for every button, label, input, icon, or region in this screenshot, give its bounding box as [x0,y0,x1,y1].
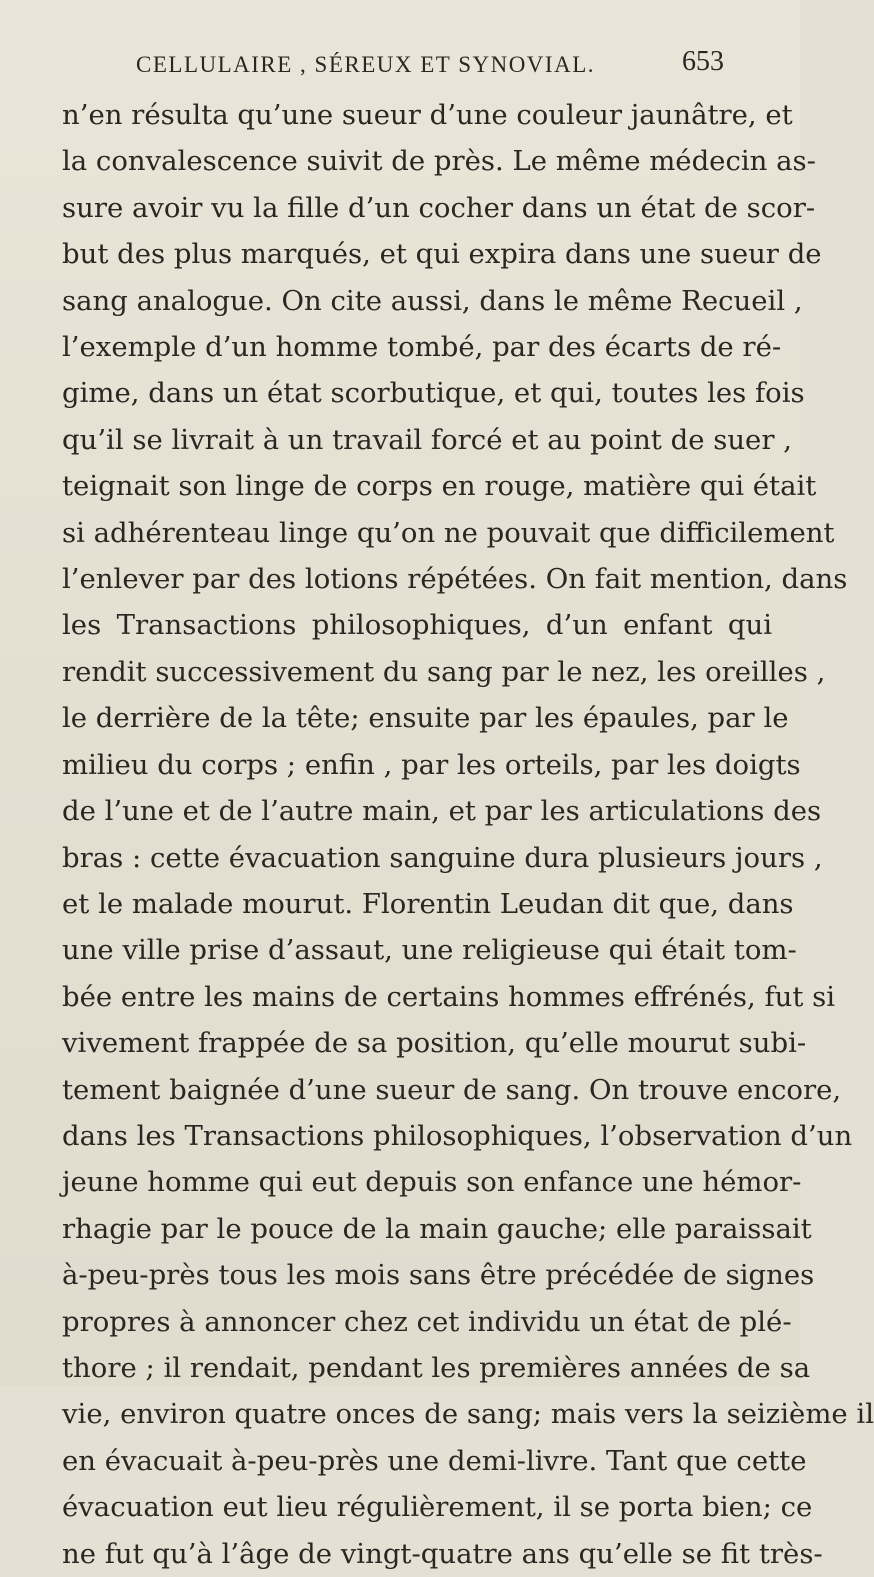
text-line: qu’il se livrait à un travail forcé et au point de suer , [62,423,792,456]
running-head [62,42,764,86]
text-line: propres à annoncer chez cet individu un état de plé- [62,1305,792,1338]
text-line: évacuation eut lieu régulièrement, il se porta bien; ce [62,1491,813,1524]
text-line: vivement frappée de sa position, qu’elle mourut subi- [62,1027,807,1060]
text-line: thore ; il rendait, pendant les premières années de sa [62,1351,811,1384]
text-line: rhagie par le pouce de la main gauche; elle paraissait [62,1212,812,1245]
text-line: n’en résulta qu’une sueur d’une couleur jaunâtre, et [62,99,793,131]
text-line: vie, environ quatre onces de sang; mais vers la seizième il [62,1398,874,1431]
text-line: à-peu-près tous les mois sans être précédée de signes [62,1259,815,1292]
text-line: bée entre les mains de certains hommes effrénés, fut si [62,980,836,1013]
text-line: but des plus marqués, et qui expira dans une sueur de [62,238,822,271]
text-line: dans les Transactions philosophiques, l’observation d’un [62,1119,853,1152]
text-line: sure avoir vu la fille d’un cocher dans un état de scor- [62,191,816,224]
text-line: en évacuait à-peu-près une demi-livre. Tant que cette [62,1444,807,1477]
text-line: rendit successivement du sang par le nez, les oreilles , [62,655,826,688]
text-line: jeune homme qui eut depuis son enfance une hémor- [62,1166,802,1199]
text-line: si adhérenteau linge qu’on ne pouvait que difficilement [62,516,835,549]
text-line: la convalescence suivit de près. Le même médecin as- [62,145,816,178]
text-line: l’enlever par des lotions répétées. On fait mention, dans [62,563,848,596]
page-number: 653 [682,46,724,77]
text-line: tement baignée d’une sueur de sang. On trouve encore, [62,1073,842,1106]
running-title: CELLULAIRE , SÉREUX ET SYNOVIAL. [136,52,595,77]
text-line: les Transactions philosophiques, d’un enfant qui [62,609,772,642]
text-line: milieu du corps ; enfin , par les orteils, par les doigts [62,748,801,781]
text-line: ne fut qu’à l’âge de vingt-quatre ans qu’elle se fit très- [62,1537,823,1570]
text-line: l’exemple d’un homme tombé, par des écarts de ré- [62,331,782,364]
text-line: bras : cette évacuation sanguine dura plusieurs jours , [62,841,823,874]
text-line: gime, dans un état scorbutique, et qui, toutes les fois [62,377,805,410]
text-line: sang analogue. On cite aussi, dans le même Recueil , [62,284,803,317]
body-text [62,92,874,1577]
text-line: le derrière de la tête; ensuite par les épaules, par le [62,702,789,735]
text-line: teignait son linge de corps en rouge, matière qui était [62,470,817,503]
text-line: et le malade mourut. Florentin Leudan dit que, dans [62,887,794,920]
text-line: une ville prise d’assaut, une religieuse qui était tom- [62,934,797,967]
text-line: de l’une et de l’autre main, et par les articulations des [62,795,822,828]
